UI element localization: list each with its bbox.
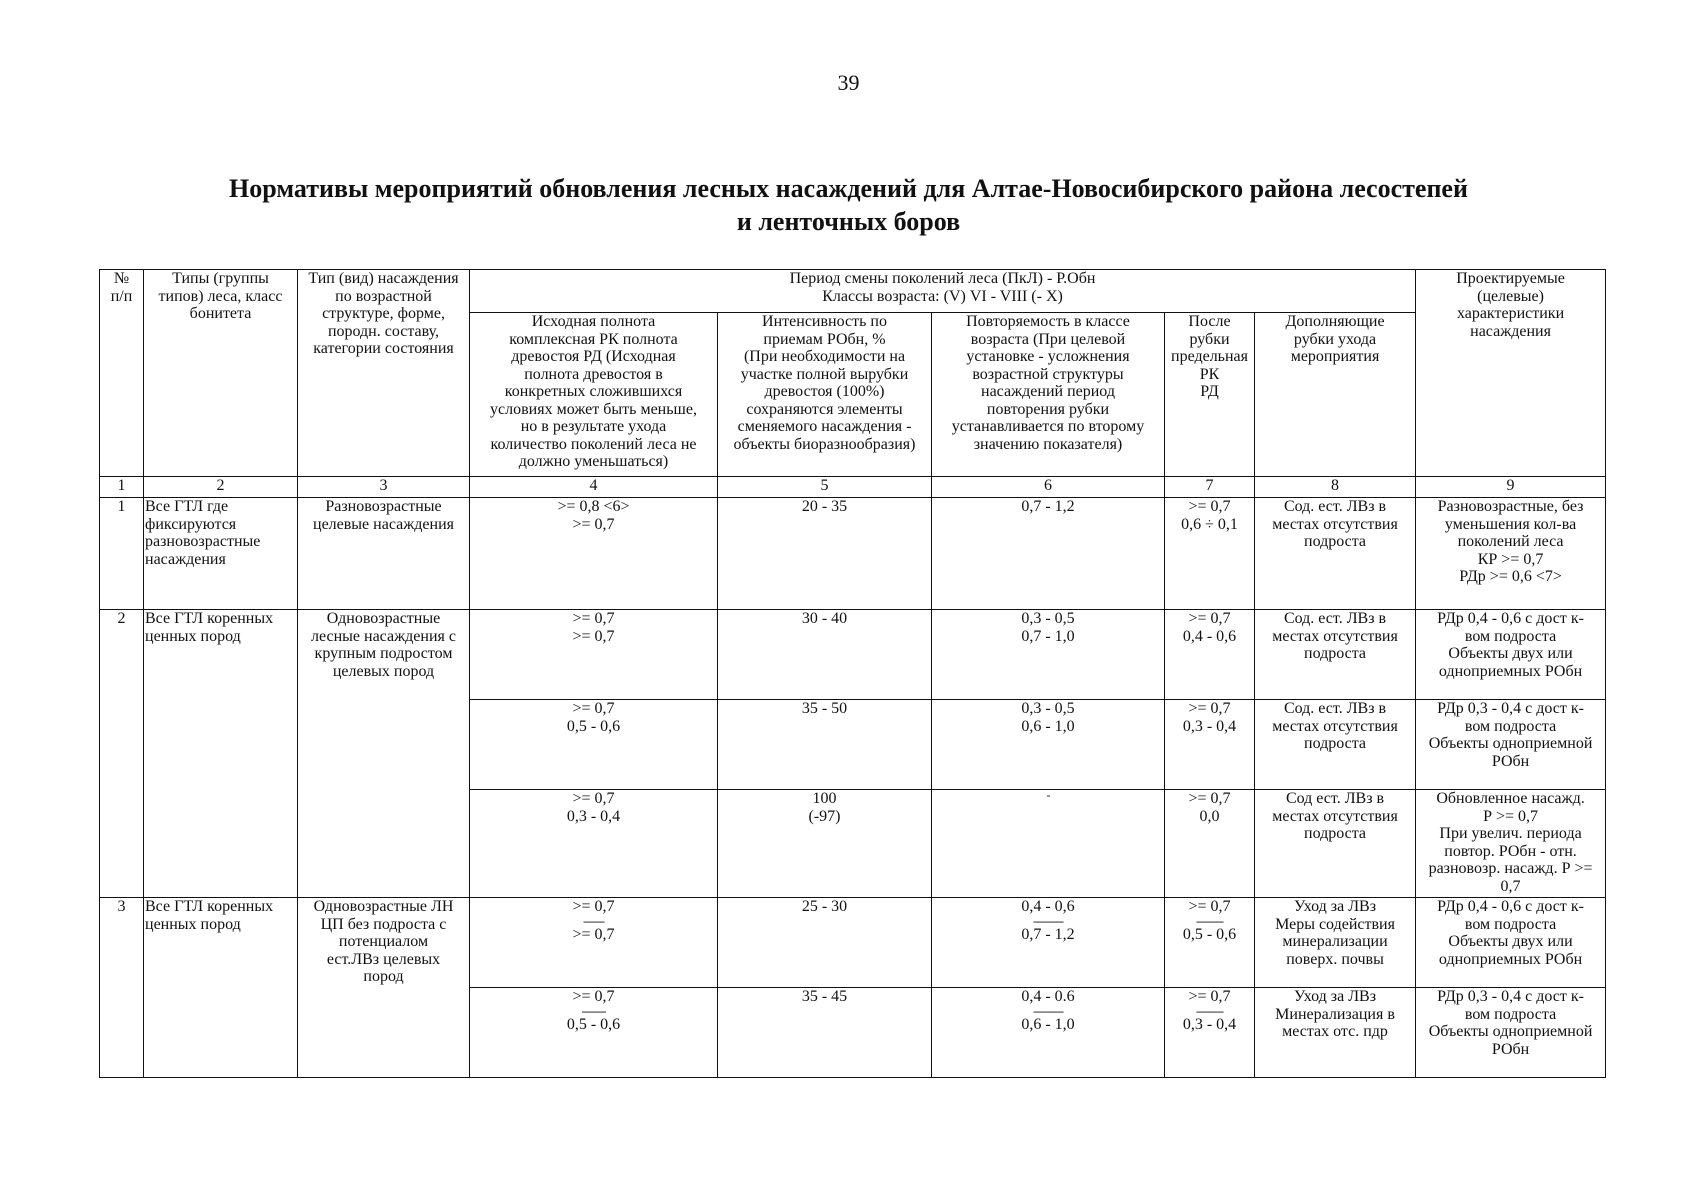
header-forest-type — [144, 270, 298, 477]
cell-line: Одновозрастные ЛН — [313, 898, 454, 915]
target-characteristics-cell — [1416, 988, 1606, 1078]
target-characteristics-cell — [1416, 898, 1606, 988]
cell-line: местах отсутствия — [1272, 717, 1398, 735]
cell-line: Типы (группы — [172, 270, 269, 287]
additional-measures-cell — [1255, 610, 1416, 700]
after-felling-cell — [1165, 498, 1255, 610]
cell-line: местах отс. пдр — [1282, 1023, 1388, 1040]
cell-line: местах отсутствия — [1272, 627, 1398, 645]
cell-line: Сод. ест. ЛВз в — [1283, 610, 1387, 627]
cell-line: ценных пород — [145, 627, 241, 645]
column-number-row — [100, 477, 1606, 498]
cell-line: Интенсивность по — [762, 313, 887, 330]
repeatability-cell — [932, 898, 1165, 988]
intensity-cell — [718, 790, 932, 898]
target-characteristics-cell — [1416, 700, 1606, 790]
cell-line: >= 0,7 — [1188, 988, 1231, 1005]
cell-line: ------- — [583, 913, 604, 928]
target-characteristics-cell — [1416, 610, 1606, 700]
cell-line: 0,3 - 0,4 — [566, 807, 621, 825]
cell-line: потенциалом — [338, 933, 429, 950]
cell-line: Объекты двух или — [1448, 645, 1573, 662]
cell-line: Объекты одноприемной — [1428, 1023, 1593, 1040]
cell-line: местах отсутствия — [1272, 807, 1398, 825]
cell-line: При увелич. периода — [1439, 825, 1582, 842]
header-num — [100, 270, 144, 477]
after-felling-cell — [1165, 988, 1255, 1078]
intensity-cell — [718, 988, 932, 1078]
cell-line: >= 0,7 — [1188, 700, 1231, 717]
cell-line: целевые насаждения — [313, 515, 454, 533]
cell-line: условиях может быть меньше, — [490, 400, 697, 418]
cell-line: >= 0,7 — [572, 925, 615, 943]
cell-line: 0,4 - 0,6 — [1182, 627, 1237, 645]
cell-line: 0,5 - 0,6 — [566, 1015, 621, 1033]
additional-measures-cell — [1255, 700, 1416, 790]
cell-line: пород — [363, 968, 404, 985]
cell-line: >= 0,7 — [572, 898, 615, 915]
column-number: 5 — [718, 477, 932, 498]
header-initial-density — [470, 313, 718, 477]
header-additional-measures — [1255, 313, 1416, 477]
cell-line: рубки — [1189, 330, 1230, 348]
cell-line: объекты биоразнообразия) — [733, 435, 916, 453]
header-after-felling — [1165, 313, 1255, 477]
cell-line: 0,0 — [1199, 807, 1220, 825]
intensity-cell — [718, 700, 932, 790]
cell-line: Объекты двух или — [1448, 933, 1573, 950]
cell-line: 0,7 — [1500, 877, 1521, 895]
repeatability-cell — [932, 498, 1165, 610]
cell-line: 35 - 45 — [801, 988, 848, 1005]
cell-line: РК — [1199, 365, 1220, 383]
cell-line: РД — [1200, 383, 1219, 400]
cell-line: минерализации — [1282, 933, 1388, 950]
additional-measures-cell — [1255, 898, 1416, 988]
initial-density-cell — [470, 498, 718, 610]
cell-line: подроста — [1304, 533, 1367, 550]
cell-line: насаждения — [1470, 322, 1551, 340]
cell-line: >= 0,7 — [572, 700, 615, 717]
cell-line: Минерализация в — [1275, 1005, 1395, 1023]
cell-line: Повторяемость в классе — [966, 313, 1130, 330]
cell-line: (целевые) — [1477, 287, 1544, 305]
cell-line: Разновозрастные — [325, 498, 442, 515]
column-number: 2 — [144, 477, 298, 498]
target-characteristics-cell — [1416, 790, 1606, 898]
cell-line: целевых пород — [332, 662, 435, 680]
cell-line: должно уменьшаться) — [518, 453, 669, 470]
cell-line: структуре, форме, — [322, 305, 445, 322]
cell-line: РДр 0,3 - 0,4 с дост к- — [1437, 700, 1584, 717]
cell-line: >= 0,7 — [1188, 898, 1231, 915]
cell-line: Сод ест. ЛВз в — [1285, 790, 1385, 807]
cell-line: вом подроста — [1464, 717, 1557, 735]
cell-line: 0,5 - 0,6 — [566, 717, 621, 735]
cell-line: возрастной структуры — [972, 365, 1124, 383]
cell-line: Обновленное насажд. — [1436, 790, 1585, 807]
cell-line: количество поколений леса не — [490, 435, 697, 453]
cell-line: 0,4 - 0,6 — [1021, 898, 1075, 915]
page-number: 39 — [837, 70, 860, 95]
cell-line: Уход за ЛВз — [1293, 898, 1377, 915]
additional-measures-cell — [1255, 498, 1416, 610]
header-stand-type — [298, 270, 470, 477]
column-number: 6 — [932, 477, 1165, 498]
intensity-cell — [718, 898, 932, 988]
cell-line: 25 - 30 — [801, 898, 848, 915]
cell-line: -------- — [581, 1003, 606, 1018]
cell-line: Одновозрастные — [326, 610, 441, 627]
cell-line: 0,7 - 1,2 — [1021, 498, 1075, 515]
cell-line: ---------- — [1033, 1003, 1063, 1018]
initial-density-cell — [470, 790, 718, 898]
row-number: 1 — [100, 498, 144, 610]
cell-line: подроста — [1304, 825, 1367, 842]
cell-line: фиксируются — [145, 515, 237, 533]
cell-line: --------- — [1196, 913, 1223, 928]
cell-line: Все ГТЛ коренных — [145, 610, 274, 627]
cell-line: --------- — [1196, 1003, 1223, 1018]
cell-line: >= 0,7 — [572, 515, 615, 533]
cell-line: (При необходимости на — [743, 348, 906, 365]
cell-line: 100 — [812, 790, 837, 807]
cell-line: 0,7 - 1,0 — [1021, 627, 1075, 645]
cell-line: Дополняющие — [1285, 313, 1385, 330]
norms-table — [99, 269, 1606, 1078]
cell-line: 0,4 - 0.6 — [1021, 988, 1075, 1005]
cell-line: >= 0,7 — [572, 790, 615, 807]
cell-line: РОбн — [1491, 752, 1530, 770]
stand-type-cell — [298, 498, 470, 610]
cell-line: ---------- — [1033, 913, 1063, 928]
cell-line: устанавливается по второму — [951, 418, 1145, 435]
column-number: 1 — [100, 477, 144, 498]
cell-line: характеристики — [1456, 305, 1565, 322]
cell-line: Р >= 0,7 — [1483, 807, 1539, 825]
document-title — [130, 172, 1567, 238]
cell-line: ценных пород — [145, 915, 241, 933]
cell-line: ест.ЛВз целевых — [326, 950, 441, 968]
cell-line: >= 0,7 — [1188, 498, 1231, 515]
cell-line: древостоя РД (Исходная — [511, 348, 676, 365]
cell-line: рубки ухода — [1293, 330, 1377, 348]
cell-line: Классы возраста: (V) VI - VIII (- X) — [822, 287, 1063, 305]
cell-line: предельная — [1171, 348, 1248, 365]
cell-line: приемам РОбн, % — [763, 330, 886, 348]
cell-line: но в результате ухода — [520, 418, 667, 435]
cell-line: Тип (вид) насаждения — [308, 270, 459, 287]
cell-line: разновозр. насажд. Р >= — [1428, 860, 1593, 877]
cell-line: 35 - 50 — [801, 700, 848, 717]
additional-measures-cell — [1255, 988, 1416, 1078]
row-number: 2 — [100, 610, 144, 898]
header-intensity — [718, 313, 932, 477]
intensity-cell — [718, 498, 932, 610]
cell-line: поверх. почвы — [1286, 950, 1384, 968]
forest-type-cell — [144, 898, 298, 1078]
cell-line: - — [1046, 789, 1050, 802]
cell-line: полнота древостоя в — [524, 365, 663, 383]
cell-line: одноприемных РОбн — [1438, 662, 1583, 680]
cell-line: вом подроста — [1464, 915, 1557, 933]
cell-line: Все ГТЛ где — [145, 498, 229, 515]
cell-line: конкретных сложившихся — [504, 383, 683, 400]
stand-type-cell — [298, 610, 470, 898]
repeatability-cell — [932, 610, 1165, 700]
column-number: 7 — [1165, 477, 1255, 498]
forest-type-cell — [144, 498, 298, 610]
cell-line: Разновозрастные, без — [1437, 498, 1584, 515]
table-row — [100, 498, 1606, 610]
initial-density-cell — [470, 700, 718, 790]
column-number: 9 — [1416, 477, 1606, 498]
header-row-1 — [100, 270, 1606, 313]
cell-line: установке - усложнения — [966, 348, 1130, 365]
cell-line: 0,3 - 0,4 — [1182, 1015, 1237, 1033]
title-line-1: Нормативы мероприятий обновления лесных насаждений для Алтае-Новосибирского района лесостепей — [229, 174, 1468, 203]
cell-line: (-97) — [808, 807, 841, 825]
cell-line: уменьшения кол-ва — [1444, 515, 1577, 533]
cell-line: подроста — [1304, 645, 1367, 662]
cell-line: 0,6 - 1,0 — [1021, 717, 1075, 735]
cell-line: местах отсутствия — [1272, 515, 1398, 533]
cell-line: 0,7 - 1,2 — [1021, 925, 1075, 943]
initial-density-cell — [470, 610, 718, 700]
cell-line: Меры содействия — [1275, 915, 1395, 933]
cell-line: сохраняются элементы — [746, 400, 903, 418]
cell-line: 30 - 40 — [801, 610, 848, 627]
cell-line: бонитета — [189, 305, 252, 322]
forest-type-cell — [144, 610, 298, 898]
cell-line: Исходная полнота — [531, 313, 656, 330]
cell-line: РДр 0,3 - 0,4 с дост к- — [1437, 988, 1584, 1005]
cell-line: насаждений период — [981, 383, 1115, 400]
cell-line: >= 0,7 — [1188, 790, 1231, 807]
cell-line: 0,6 ÷ 0,1 — [1181, 515, 1238, 533]
repeatability-cell — [932, 700, 1165, 790]
cell-line: возраста (При целевой — [970, 330, 1126, 348]
cell-line: 0,3 - 0,5 — [1021, 610, 1075, 627]
cell-line: сменяемого насаждения - — [737, 418, 912, 435]
stand-type-cell — [298, 898, 470, 1078]
column-number: 3 — [298, 477, 470, 498]
cell-line: насаждения — [145, 550, 226, 568]
cell-line: категории состояния — [313, 340, 454, 357]
cell-line: участке полной вырубки — [740, 365, 909, 383]
additional-measures-cell — [1255, 790, 1416, 898]
after-felling-cell — [1165, 700, 1255, 790]
cell-line: 0,3 - 0,5 — [1021, 700, 1075, 717]
cell-line: п/п — [110, 287, 133, 305]
row-number: 3 — [100, 898, 144, 1078]
cell-line: вом подроста — [1464, 627, 1557, 645]
cell-line: >= 0,7 — [572, 610, 615, 627]
cell-line: КР >= 0,7 — [1477, 550, 1544, 568]
target-characteristics-cell — [1416, 498, 1606, 610]
cell-line: РДр 0,4 - 0,6 с дост к- — [1437, 610, 1584, 627]
cell-line: мероприятия — [1290, 348, 1380, 365]
cell-line: № — [113, 270, 130, 287]
cell-line: по возрастной — [335, 287, 432, 305]
cell-line: вом подроста — [1464, 1005, 1557, 1023]
cell-line: комплексная РК полнота — [509, 330, 678, 348]
cell-line: Все ГТЛ коренных — [145, 898, 274, 915]
column-number: 4 — [470, 477, 718, 498]
cell-line: Период смены поколений леса (ПкЛ) - Р.Обн — [789, 270, 1096, 287]
header-repeatability — [932, 313, 1165, 477]
after-felling-cell — [1165, 790, 1255, 898]
cell-line: >= 0,7 — [1188, 610, 1231, 627]
intensity-cell — [718, 610, 932, 700]
cell-line: повторения рубки — [986, 400, 1110, 418]
cell-line: Сод. ест. ЛВз в — [1283, 700, 1387, 717]
cell-line: РДр >= 0,6 <7> — [1459, 568, 1562, 585]
cell-line: поколений леса — [1457, 533, 1564, 550]
repeatability-cell — [932, 988, 1165, 1078]
cell-line: >= 0,8 <6> — [557, 498, 630, 515]
column-number: 8 — [1255, 477, 1416, 498]
cell-line: Объекты одноприемной — [1428, 735, 1593, 752]
table-row — [100, 898, 1606, 988]
cell-line: 0,3 - 0,4 — [1182, 717, 1237, 735]
cell-line: 0,6 - 1,0 — [1021, 1015, 1075, 1033]
header-target-characteristics — [1416, 270, 1606, 477]
cell-line: древостоя (100%) — [764, 383, 885, 400]
cell-line: подроста — [1304, 735, 1367, 752]
repeatability-cell — [932, 790, 1165, 898]
cell-line: 0,5 - 0,6 — [1182, 925, 1237, 943]
cell-line: типов) леса, класс — [158, 287, 283, 305]
cell-line: породн. составу, — [327, 322, 440, 340]
initial-density-cell — [470, 898, 718, 988]
after-felling-cell — [1165, 610, 1255, 700]
cell-line: Уход за ЛВз — [1293, 988, 1377, 1005]
header-period — [470, 270, 1416, 313]
cell-line: >= 0,7 — [572, 988, 615, 1005]
cell-line: После — [1188, 313, 1231, 330]
title-line-2: и ленточных боров — [736, 207, 961, 236]
initial-density-cell — [470, 988, 718, 1078]
cell-line: повтор. РОбн - отн. — [1444, 842, 1577, 860]
cell-line: 20 - 35 — [801, 498, 848, 515]
cell-line: РДр 0,4 - 0,6 с дост к- — [1437, 898, 1584, 915]
cell-line: одноприемных РОбн — [1438, 950, 1583, 968]
cell-line: разновозрастные — [145, 533, 261, 550]
cell-line: >= 0,7 — [572, 627, 615, 645]
cell-line: лесные насаждения с — [311, 627, 456, 645]
after-felling-cell — [1165, 898, 1255, 988]
cell-line: Сод. ест. ЛВз в — [1283, 498, 1387, 515]
cell-line: значению показателя) — [973, 435, 1123, 453]
cell-line: крупным подростом — [314, 645, 453, 662]
cell-line: ЦП без подроста с — [320, 915, 447, 933]
cell-line: Проектируемые — [1456, 270, 1565, 287]
cell-line: РОбн — [1491, 1040, 1530, 1058]
table-row — [100, 610, 1606, 700]
